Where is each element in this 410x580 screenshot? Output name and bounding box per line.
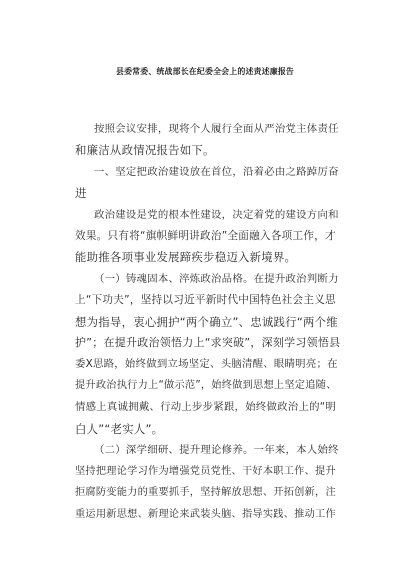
paragraph-line: 白人”“老实人”。 — [75, 422, 164, 436]
paragraph-line: 重运用新思想、新理论来武装头脑、指导实践、推动工作 — [75, 509, 336, 520]
paragraph-line: 委X思路，始终做到立场坚定、头脑清醒、眼睛明亮；在 — [75, 358, 338, 370]
subsection-line: （二）深学细研、提升理论修养。一年来，本人始终 — [94, 444, 339, 456]
document-title: 县委常委、统战部长在纪委全会上的述责述廉报告 — [116, 67, 294, 76]
paragraph-line: 拒腐防变能力的重要抓手，坚持解放思想、开拓创新，注 — [75, 487, 336, 498]
paragraph-line: 效果。只有将“旗帜鲜明讲政治”全面融入各项工作，才 — [75, 230, 336, 242]
paragraph-line: 想为指导，衷心拥护“两个确立”、忠诚践行“两个维 — [75, 315, 338, 329]
paragraph-line: 坚持把理论学习作为增强党员党性、干好本职工作、提升 — [75, 466, 336, 477]
paragraph-line: 能助推各项事业发展蹄疾步稳迈入新境界。 — [75, 250, 297, 264]
section-heading-line: 进 — [75, 186, 87, 200]
subsection-line: （一）铸魂固本、淬炼政治品格。在提升政治判断力 — [94, 273, 339, 285]
paragraph-line: 和廉洁从政情况报告如下。 — [75, 143, 215, 157]
paragraph-line: 情感上真诚拥戴、行动上步步紧跟，始终做政治上的“明 — [75, 401, 337, 413]
paragraph-line: 护”；在提升政治领悟力上“求突破”，深刻学习领悟县 — [75, 336, 341, 349]
paragraph-line: 提升政治执行力上“做示范”，始终做到思想上坚定追随、 — [75, 380, 337, 391]
section-heading-line: 一、坚定把政治建设放在首位，沿着必由之路踔厉奋 — [94, 166, 339, 178]
paragraph-line: 按照会议安排，现将个人履行全面从严治党主体责任 — [94, 123, 339, 135]
paragraph-line: 上“下功夫”，坚持以习近平新时代中国特色社会主义思 — [75, 294, 336, 306]
paragraph-line: 政治建设是党的根本性建设，决定着党的建设方向和 — [94, 209, 339, 221]
